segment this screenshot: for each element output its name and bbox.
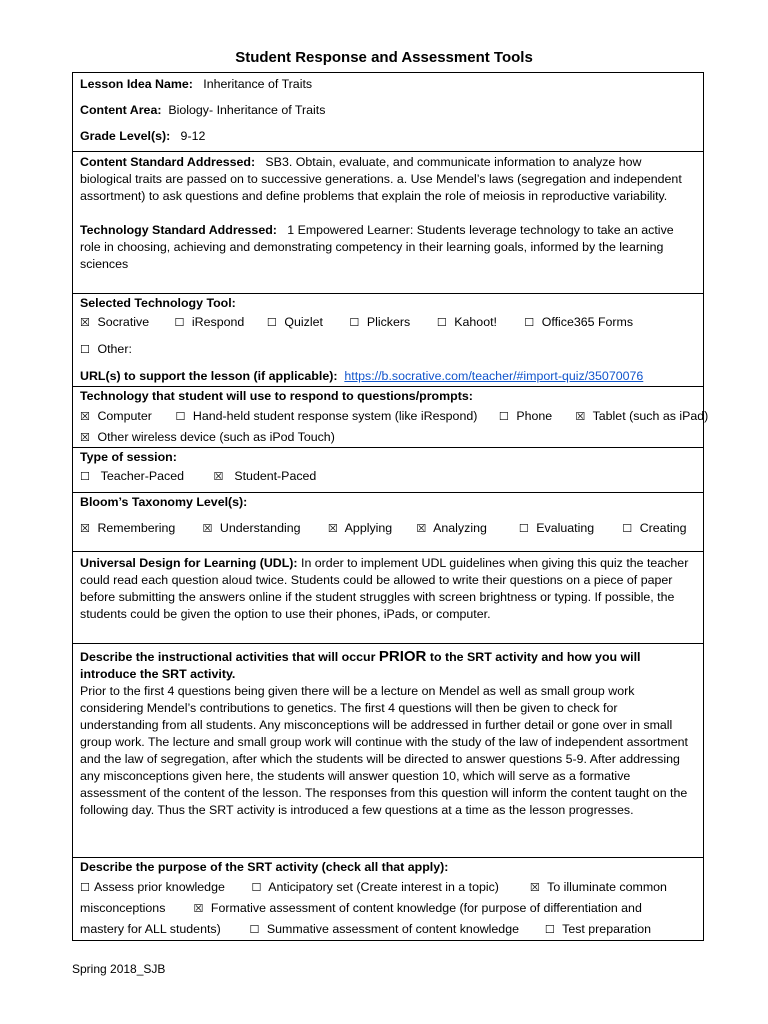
checkbox-icon: ☐ [524, 316, 535, 329]
purpose-label: Describe the purpose of the SRT activity (check all that apply): [80, 860, 449, 874]
checkbox-checked-icon: ☒ [80, 410, 90, 423]
option-phone[interactable] [499, 408, 572, 425]
checkbox-icon: ☐ [251, 881, 262, 894]
option-illuminate-misconceptions[interactable] [530, 879, 667, 896]
content-area-label: Content Area: [80, 103, 162, 117]
checkbox-icon: ☐ [518, 522, 529, 535]
option-irespond[interactable] [174, 314, 263, 331]
checkbox-icon: ☐ [544, 923, 555, 936]
content-standard-text: SB3. Obtain, evaluate, and communicate information to analyze how biological traits are passed on to successive generations. a. Use Mendel’s laws (segregation and independent assortment) to ask questions and define problems that explain the role of meiosis in reproductive variability. [80, 155, 682, 203]
assessment-form [72, 72, 709, 941]
checkbox-icon: ☐ [249, 923, 260, 936]
checkbox-checked-icon: ☒ [202, 522, 213, 535]
checkbox-icon: ☐ [80, 881, 90, 894]
option-label: Plickers [366, 315, 411, 329]
respond-device-section [73, 388, 709, 446]
option-label: Formative assessment of content knowledge (for purpose of differentiation and [210, 901, 642, 915]
tech-standard-label: Technology Standard Addressed: [80, 223, 277, 237]
option-office365-forms[interactable] [524, 314, 633, 331]
checkbox-icon: ☐ [175, 410, 186, 423]
divider [73, 447, 703, 448]
option-student-paced[interactable] [213, 468, 316, 485]
content-standard-label: Content Standard Addressed: [80, 155, 256, 169]
option-label: Phone [516, 409, 553, 423]
checkbox-icon: ☐ [174, 316, 185, 329]
option-label: Assess prior knowledge [94, 880, 225, 894]
option-label: Kahoot! [454, 315, 497, 329]
checkbox-checked-icon: ☒ [80, 316, 90, 329]
option-test-preparation[interactable] [545, 921, 651, 938]
option-label: Summative assessment of content knowledge [266, 922, 519, 936]
option-label: Hand-held student response system (like iRespond) [192, 409, 478, 423]
option-computer[interactable] [80, 408, 172, 425]
blooms-section [73, 494, 703, 537]
divider [73, 151, 703, 152]
url-label: URL(s) to support the lesson (if applicable): [80, 369, 338, 383]
tech-tool-section [73, 295, 703, 385]
content-area-value: Biology- Inheritance of Traits [168, 103, 326, 117]
socrative-link[interactable]: https://b.socrative.com/teacher/#import-quiz/35070076 [344, 369, 644, 383]
option-quizlet[interactable] [267, 314, 346, 331]
option-label-continued: misconceptions [80, 901, 166, 915]
option-label: Evaluating [536, 521, 595, 535]
divider [73, 293, 703, 294]
prior-label-emphasis: PRIOR [378, 648, 427, 665]
checkbox-checked-icon: ☒ [529, 881, 540, 894]
option-label: Test preparation [562, 922, 651, 936]
checkbox-checked-icon: ☒ [80, 431, 90, 444]
option-creating[interactable] [622, 520, 686, 537]
page-footer: Spring 2018_SJB [72, 962, 166, 976]
grade-level-label: Grade Level(s): [80, 129, 171, 143]
option-kahoot[interactable] [437, 314, 521, 331]
option-label: Other wireless device (such as iPod Touch) [97, 430, 335, 444]
checkbox-checked-icon: ☒ [193, 902, 204, 915]
session-label: Type of session: [80, 450, 177, 464]
option-label: Creating [639, 521, 687, 535]
option-handheld[interactable] [175, 408, 495, 425]
option-summative-assessment[interactable] [249, 921, 541, 938]
option-other[interactable] [80, 341, 696, 358]
option-label: Applying [344, 521, 393, 535]
option-analyzing[interactable] [416, 520, 515, 537]
grade-level-value: 9-12 [180, 129, 206, 143]
udl-section [73, 555, 703, 623]
option-teacher-paced[interactable] [80, 468, 210, 485]
option-label: Remembering [97, 521, 176, 535]
checkbox-icon: ☐ [349, 316, 360, 329]
session-section [73, 449, 703, 485]
tech-standard-text: 1 Empowered Learner: Students leverage technology to take an active role in choosing, achieving and demonstrating competency in their learning goals, informed by the learning sciences [80, 223, 674, 271]
lesson-idea-value: Inheritance of Traits [203, 77, 313, 91]
option-label: Office365 Forms [541, 315, 634, 329]
option-applying[interactable] [328, 520, 413, 537]
option-label-continued: mastery for ALL students) [80, 922, 221, 936]
option-label: Understanding [219, 521, 301, 535]
option-understanding[interactable] [202, 520, 324, 537]
lesson-idea-label: Lesson Idea Name: [80, 77, 193, 91]
checkbox-icon: ☐ [266, 316, 277, 329]
option-label: Quizlet [284, 315, 323, 329]
divider [73, 492, 703, 493]
checkbox-checked-icon: ☒ [327, 522, 338, 535]
divider [73, 643, 703, 644]
option-assess-prior-knowledge[interactable] [80, 879, 248, 896]
checkbox-icon: ☐ [80, 343, 90, 356]
option-label: Computer [97, 409, 152, 423]
checkbox-icon: ☐ [622, 522, 633, 535]
option-label: iRespond [191, 315, 245, 329]
option-label: Student-Paced [234, 469, 317, 483]
prior-section [73, 648, 703, 819]
option-label: Socrative [97, 315, 150, 329]
option-socrative[interactable] [80, 314, 171, 331]
option-label: Teacher-Paced [100, 469, 185, 483]
document-title: Student Response and Assessment Tools [235, 49, 533, 66]
option-label: Anticipatory set (Create interest in a topic) [268, 880, 499, 894]
option-tablet[interactable] [575, 408, 708, 425]
respond-device-label: Technology that student will use to respond to questions/prompts: [80, 389, 473, 403]
option-formative-assessment[interactable] [193, 900, 641, 917]
checkbox-checked-icon: ☒ [416, 522, 427, 535]
checkbox-checked-icon: ☒ [575, 410, 586, 423]
option-label: Other: [97, 342, 132, 356]
option-plickers[interactable] [349, 314, 433, 331]
option-label: Tablet (such as iPad) [592, 409, 709, 423]
udl-text: In order to implement UDL guidelines when giving this quiz the teacher could read each question aloud twice. Students could be allowed to write their questions on a piece of paper before submitting the answers online if the student struggles with screen brightness or typing. If possible, the students could be given the option to use their phones, iPads, or computer. [80, 556, 689, 621]
udl-label: Universal Design for Learning (UDL): [80, 556, 298, 570]
checkbox-icon: ☐ [436, 316, 447, 329]
checkbox-checked-icon: ☒ [213, 470, 224, 483]
checkbox-icon: ☐ [498, 410, 509, 423]
option-label: Analyzing [433, 521, 487, 535]
checkbox-checked-icon: ☒ [80, 522, 90, 535]
prior-label-c: to the SRT activity and how you will introduce the SRT activity. [80, 650, 641, 681]
standards-section [73, 154, 703, 273]
blooms-label: Bloom’s Taxonomy Level(s): [80, 495, 248, 509]
option-label: To illuminate common [547, 880, 667, 894]
prior-label-a: Describe the instructional activities that will occur [80, 650, 376, 664]
divider [73, 857, 703, 858]
prior-text: Prior to the first 4 questions being given there will be a lecture on Mendel as well as small group work considering Mendel’s contributions to genetics. The first 4 questions will then be given to check for understanding from all students. Any misconceptions will be addressed in further detail or gone over in small group work. The lecture and small group work will continue with the study of the law of independent assortment and the law of segregation, after which the students will be directed to answer questions 5-9. After addressing any misconceptions given here, the students will answer question 10, which will serve as a formative assessment of the content of the lesson. The responses from this question will inform the content taught on the following day. Thus the SRT activity is introduced a few questions at a time as the lesson progresses. [80, 684, 688, 817]
purpose-section [73, 859, 703, 938]
option-evaluating[interactable] [519, 520, 619, 537]
divider [73, 386, 703, 387]
checkbox-icon: ☐ [80, 470, 90, 483]
tech-tool-label: Selected Technology Tool: [80, 296, 236, 310]
divider [73, 551, 703, 552]
lesson-info-section [73, 76, 703, 145]
option-anticipatory-set[interactable] [251, 879, 526, 896]
tech-tool-options [80, 314, 696, 331]
option-remembering[interactable] [80, 520, 199, 537]
option-other-wireless[interactable] [80, 429, 696, 446]
